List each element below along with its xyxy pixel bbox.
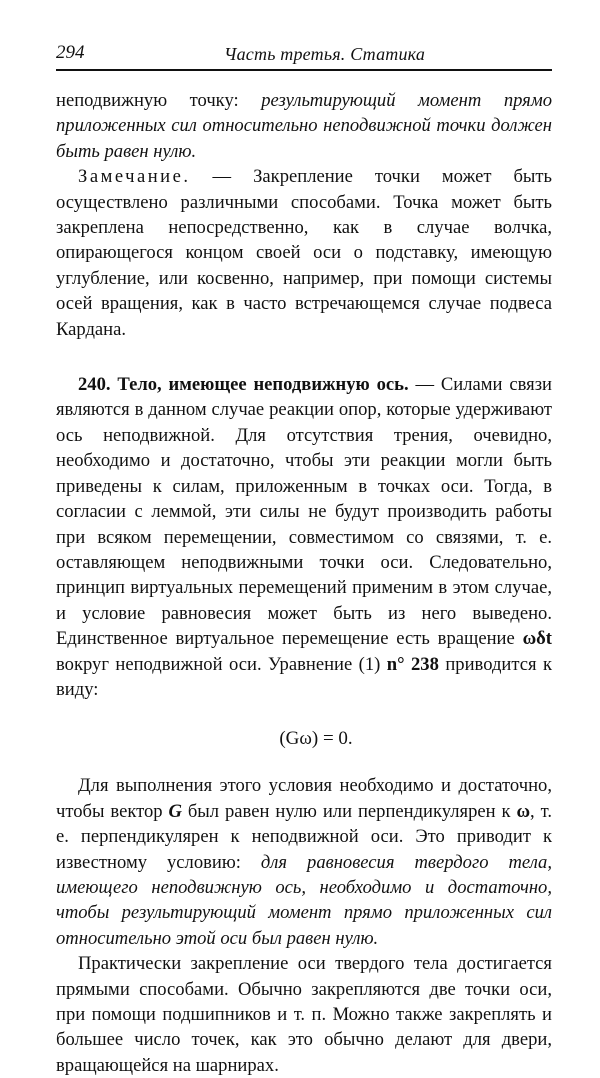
paragraph-1-text: неподвижную точку: (56, 90, 262, 111)
section-reference: n° 238 (386, 653, 439, 675)
remark-text: — Закрепление точки может быть осуществлено различными способами. Точка может быть закреплена непосредственно, как в случае волчка, опирающегося концом своей оси о подставку, имеющую углубление, или косвенно, например, при помощи системы осей вращения, как в часто встречающемся случае подвеса Кардана. (56, 166, 552, 340)
book-page (56, 28, 552, 1076)
paragraph-condition (56, 773, 552, 951)
section-heading: 240. Тело, имеющее неподвижную ось. (78, 374, 409, 396)
page-number: 294 (56, 42, 85, 63)
remark-label: Замечание. (78, 166, 191, 188)
page-body (56, 88, 552, 1078)
paragraph-1-italic: результирующий момент прямо приложенных сил относительно неподвижной точки должен быть равен нулю. (56, 90, 552, 162)
condition-text-1: Для выполнения этого условия необходимо и достаточно, чтобы вектор (56, 775, 552, 822)
condition-text-2: был равен нулю или перпендикулярен к (181, 800, 517, 822)
header-rule (56, 69, 552, 71)
omega-symbol: ω (516, 800, 531, 822)
running-title: Часть третья. Статика (224, 44, 426, 64)
condition-text-3: , т. е. перпендикулярен к неподвижной оси. Это приводит к известному условию: (56, 800, 552, 873)
vector-g-symbol: G (168, 800, 182, 822)
practical-text: Практически закрепление оси твердого тела достигается прямыми способами. Обычно закрепляются две точки оси, при помощи подшипников и т. п. Можно также закреплять и большее число точек, как это обычно делают для двери, вращающейся на шарнирах. (56, 953, 552, 1076)
paragraph-remark (56, 164, 552, 342)
omega-delta-t-symbol: ωδt (522, 628, 552, 650)
section-text-3: приводится к виду: (56, 653, 552, 700)
paragraph-practical (56, 951, 552, 1078)
condition-italic: для равновесия твердого тела, имеющего неподвижную ось, необходимо и достаточно, чтобы результирующий момент прямо приложенных сил относительно этой оси был равен нулю. (56, 851, 552, 949)
equilibrium-formula: (Gω) = 0. (279, 728, 353, 750)
section-text-1: — Силами связи являются в данном случае реакции опор, которые удерживают ось неподвижной. Для отсутствия трения, очевидно, необходимо и достаточно, чтобы эти реакции могли быть приведены к силам, приложенным в точках оси. Тогда, в согласии с леммой, эти силы не будут производить работы при всяком перемещении, совместимом со связями, т. е. оставляющем неподвижными точки оси. Следовательно, принцип виртуальных перемещений применим в этом случае, и условие равновесия может быть из него выведено. Единственное виртуальное перемещение есть вращение (56, 374, 552, 650)
paragraph-section-240 (56, 372, 552, 702)
section-text-2: вокруг неподвижной оси. Уравнение (1) (56, 653, 387, 675)
paragraph-1 (56, 88, 552, 164)
page-header (56, 28, 552, 68)
